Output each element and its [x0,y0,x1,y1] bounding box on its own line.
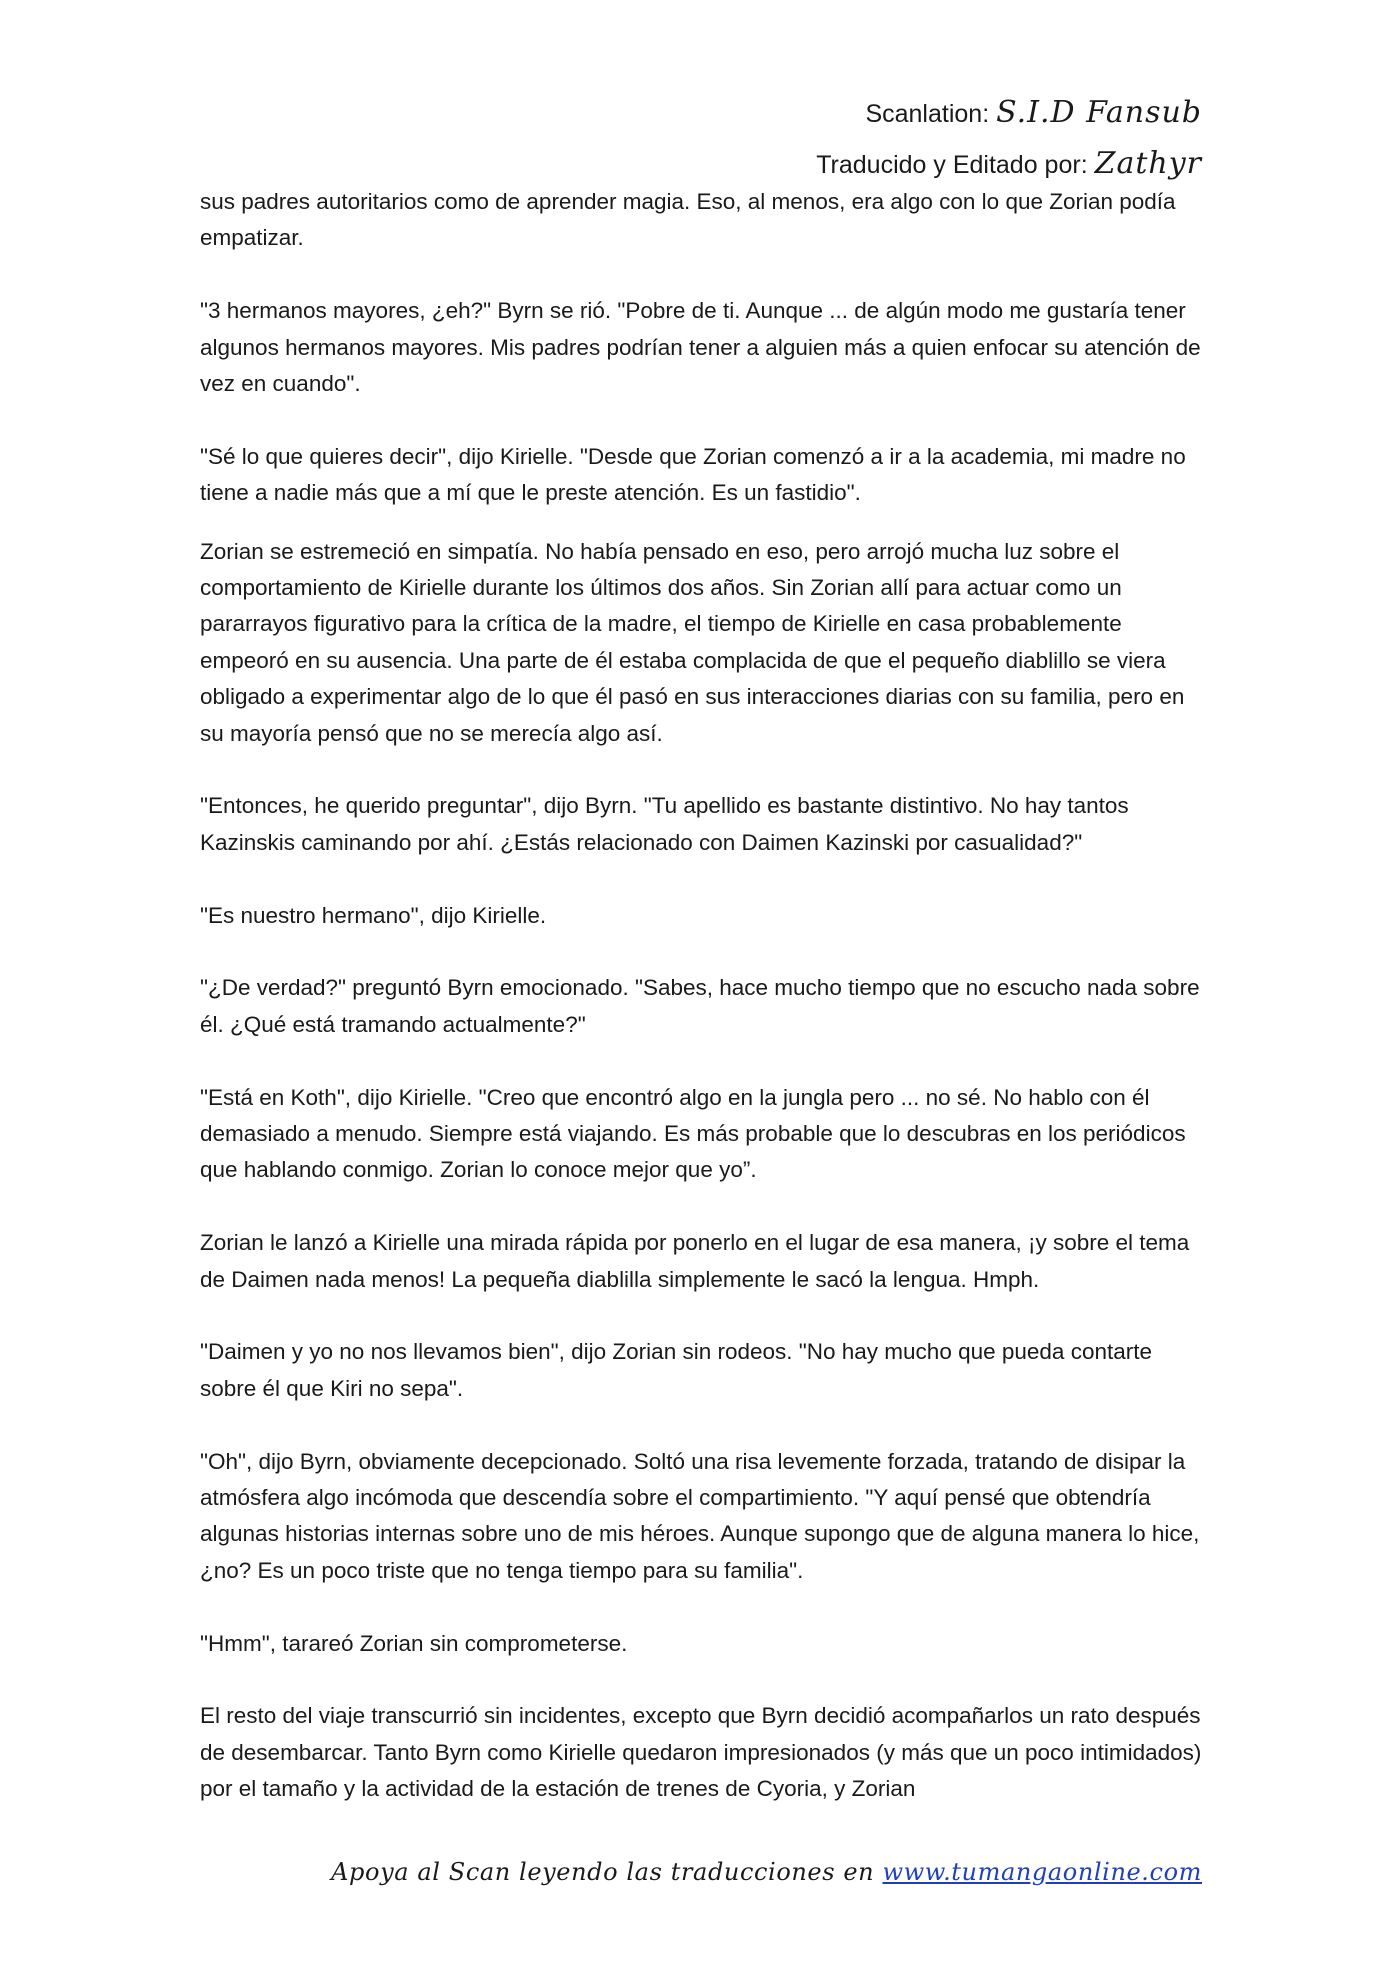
footer-link[interactable]: www.tumangaonline.com [882,1858,1202,1886]
scanlation-group: S.I.D Fansub [996,95,1202,130]
paragraph: "Es nuestro hermano", dijo Kirielle. [200,902,547,928]
page-footer [331,1858,1202,1886]
paragraph: "Oh", dijo Byrn, obviamente decepcionado. Soltó una risa levemente forzada, tratando de disipar la atmósfera algo incómoda que descendía sobre el compartimiento. "Y aquí pensé que obtendría algunas historias internas sobre uno de mis héroes. Aunque supongo que de alguna manera lo hice, ¿no? Es un poco triste que no tenga tiempo para su familia". [200,1448,1200,1583]
page-header [816,88,1202,190]
paragraph: El resto del viaje transcurrió sin incidentes, excepto que Byrn decidió acompañarlos un rato después de desembarcar. Tanto Byrn como Kirielle quedaron impresionados (y más que un poco intimidados) por el tamaño y la actividad de la estación de trenes de Cyoria, y Zorian [200,1703,1202,1802]
paragraph: Zorian se estremeció en simpatía. No había pensado en eso, pero arrojó mucha luz sobre el comportamiento de Kirielle durante los últimos dos años. Sin Zorian allí para actuar como un pararrayos figurativo para la crítica de la madre, el tiempo de Kirielle en casa probablemente empeoró en su ausencia. Una parte de él estaba complacida de que el pequeño diablillo se viera obligado a experimentar algo de lo que él pasó en sus interacciones diarias con su familia, pero en su mayoría pensó que no se merecía algo así. [200,538,1185,746]
paragraph: "Sé lo que quieres decir", dijo Kirielle. "Desde que Zorian comenzó a ir a la academia, mi madre no tiene a nadie más que a mí que le preste atención. Es un fastidio". [200,443,1186,506]
paragraph: "Entonces, he querido preguntar", dijo Byrn. "Tu apellido es bastante distintivo. No hay tantos Kazinskis caminando por ahí. ¿Estás relacionado con Daimen Kazinski por casualidad?" [200,793,1129,855]
paragraph: "¿De verdad?" preguntó Byrn emocionado. "Sabes, hace mucho tiempo que no escucho nada sobre él. ¿Qué está tramando actualmente?" [200,975,1200,1037]
paragraph: "Daimen y yo no nos llevamos bien", dijo Zorian sin rodeos. "No hay mucho que pueda contarte sobre él que Kiri no sepa". [200,1339,1152,1401]
scanlation-label: Scanlation: [865,100,997,128]
paragraph: "Está en Koth", dijo Kirielle. "Creo que encontró algo en la jungla pero ... no sé. No hablo con él demasiado a menudo. Siempre está viajando. Es más probable que lo descubras en los periódicos que hablando conmigo. Zorian lo conoce mejor que yo”. [200,1084,1186,1183]
translator-label: Traducido y Editado por: [816,151,1095,179]
paragraph: Zorian le lanzó a Kirielle una mirada rápida por ponerlo en el lugar de esa manera, ¡y sobre el tema de Daimen nada menos! La pequeña diablilla simplemente le sacó la lengua. Hmph. [200,1230,1190,1292]
paragraph: sus padres autoritarios como de aprender magia. Eso, al menos, era algo con lo que Zorian podía empatizar. [200,189,1176,251]
translator-credit [816,139,1202,190]
paragraph: "3 hermanos mayores, ¿eh?" Byrn se rió. "Pobre de ti. Aunque ... de algún modo me gustaría tener algunos hermanos mayores. Mis padres podrían tener a alguien más a quien enfocar su atención de vez en cuando". [200,298,1201,397]
document-body [200,184,1202,1844]
paragraph: "Hmm", tarareó Zorian sin comprometerse. [200,1630,628,1656]
scanlation-credit [816,88,1202,139]
translator-name: Zathyr [1094,146,1202,181]
footer-text: Apoya al Scan leyendo las traducciones en [331,1858,883,1886]
